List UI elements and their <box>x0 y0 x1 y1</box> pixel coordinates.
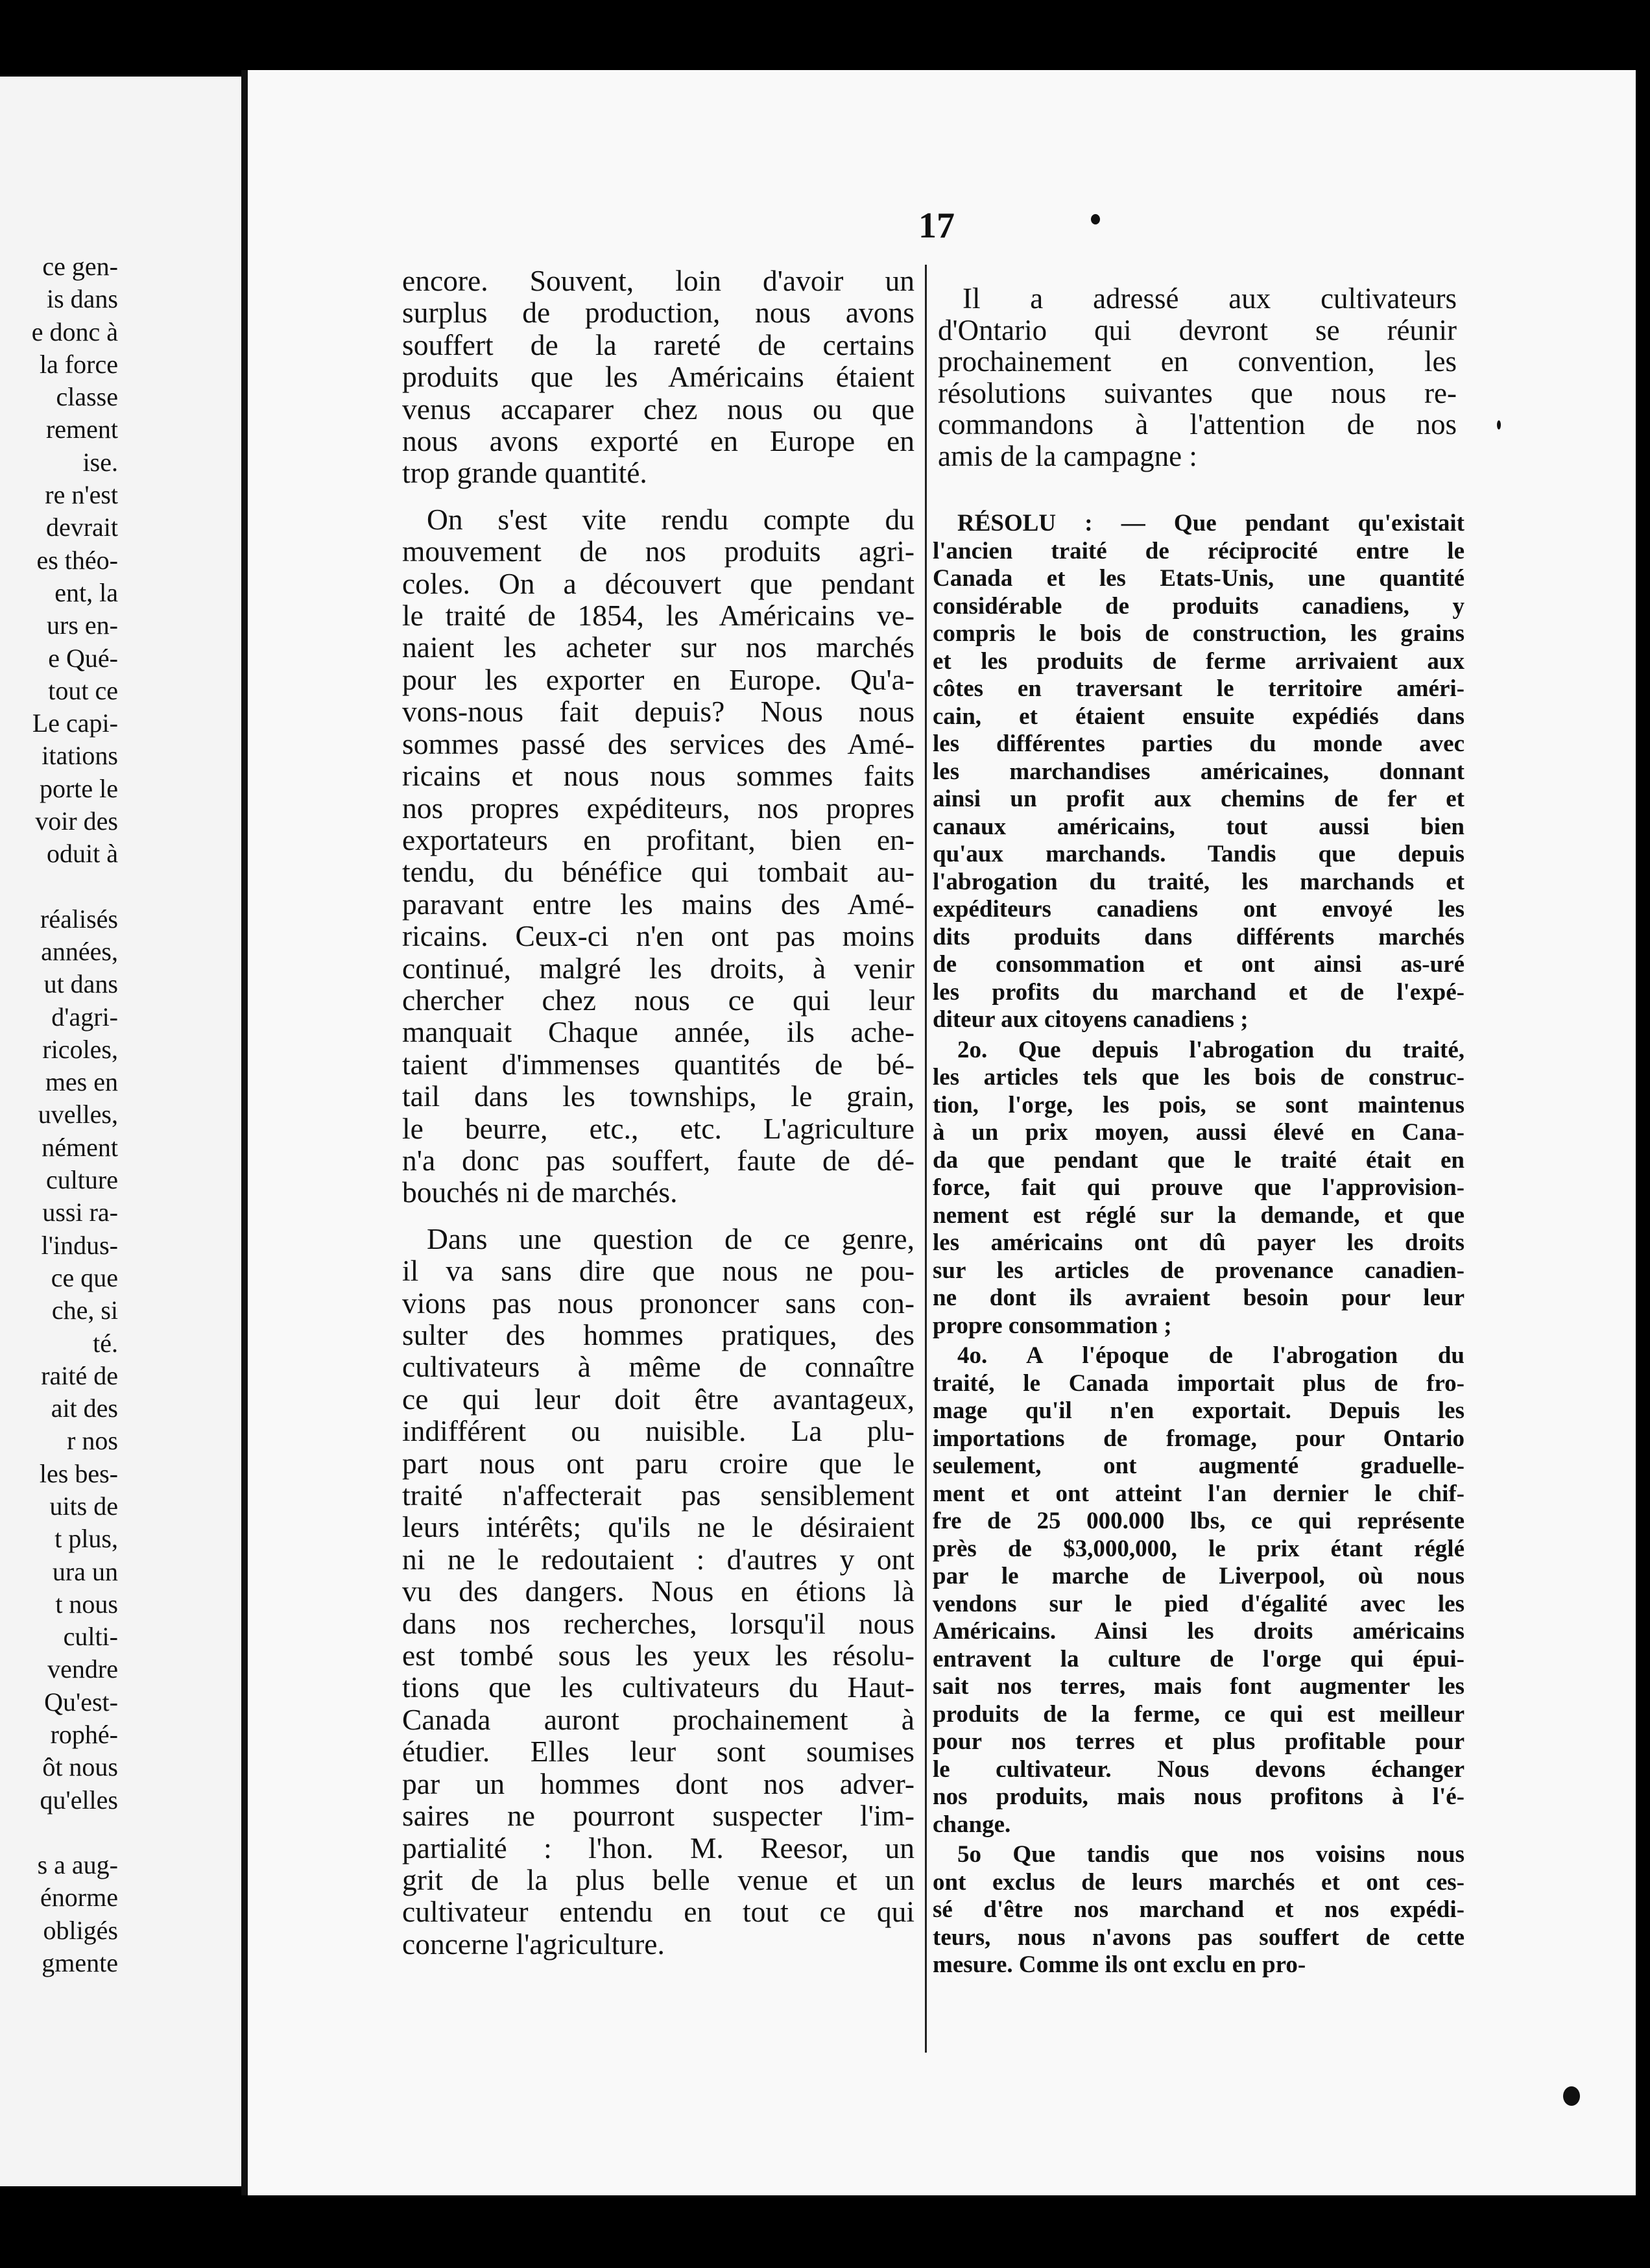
text-line: cultivateur entendu en tout ce qui <box>402 1895 915 1929</box>
text-line: trop grande quantité. <box>402 456 647 490</box>
text-line: sommes passé des services des Amé- <box>402 727 915 760</box>
resolution-paragraph <box>933 1342 1465 1839</box>
text-line: vions pas nous prononcer sans con- <box>402 1286 915 1320</box>
text-line: ont exclus de leurs marchés et ont ces- <box>933 1868 1465 1896</box>
text-line: encore. Souvent, loin d'avoir un <box>402 264 915 297</box>
text-line: oduit à <box>47 839 118 869</box>
text-line: mesure. Comme ils ont exclu en pro- <box>933 1951 1306 1978</box>
text-line: gmente <box>42 1948 118 1977</box>
text-line: 5o Que tandis que nos voisins nous <box>957 1841 1465 1868</box>
text-line: voir des <box>35 806 118 836</box>
previous-page-fragment <box>0 77 241 2186</box>
text-line: traité n'affecterait pas sensiblement <box>402 1478 915 1512</box>
text-line: seulement, ont augmenté graduelle- <box>933 1453 1465 1479</box>
text-line: d'agri- <box>51 1002 118 1031</box>
text-line: les américains ont dû payer les droits <box>933 1229 1465 1256</box>
text-line: venus accaparer chez nous ou que <box>402 392 915 426</box>
text-line: côtes en traversant le territoire améri- <box>933 675 1465 702</box>
text-line: étudier. Elles leur sont soumises <box>402 1735 915 1768</box>
text-line: par un hommes dont nos adver- <box>402 1767 915 1800</box>
text-line: les articles tels que les bois de construc- <box>933 1064 1465 1091</box>
text-line: commandons à l'attention de nos <box>938 408 1457 441</box>
paragraph <box>402 265 915 489</box>
text-line: force, fait qui prouve que l'approvision- <box>933 1174 1465 1201</box>
text-line: rophé- <box>50 1720 118 1750</box>
page-number: 17 <box>918 206 955 246</box>
resolution-paragraph <box>933 510 1465 1034</box>
resolution-paragraph <box>933 1037 1465 1340</box>
text-line: ce que <box>51 1262 118 1292</box>
paragraph <box>402 1223 915 1960</box>
text-line: tout ce <box>48 675 118 705</box>
intro-paragraph <box>938 283 1457 472</box>
text-line: naient les acheter sur nos marchés <box>402 631 915 664</box>
text-line: ni ne le redoutaient : d'autres y ont <box>402 1542 915 1576</box>
text-line: tions que les cultivateurs du Haut- <box>402 1671 915 1704</box>
column-divider <box>925 265 927 2053</box>
text-line: le cultivateur. Nous devons échanger <box>933 1755 1465 1783</box>
text-line: mage qu'il n'en exportait. Depuis les <box>933 1397 1465 1424</box>
text-line: continué, malgré les droits, à venir <box>402 951 915 985</box>
text-line: chercher chez nous ce qui leur <box>402 983 915 1017</box>
text-line: bouchés ni de marchés. <box>402 1176 678 1209</box>
text-line: Canada et les Etats-Unis, une quantité <box>933 565 1465 592</box>
text-line: ôt nous <box>42 1752 118 1782</box>
text-line: amis de la campagne : <box>938 439 1197 472</box>
text-line: sulter des hommes pratiques, des <box>402 1318 915 1351</box>
text-line: compris le bois de construction, les grains <box>933 620 1465 647</box>
text-line: tion, l'orge, les pois, se sont maintenus <box>933 1091 1465 1118</box>
text-line: e donc à <box>31 317 118 346</box>
text-line: concerne l'agriculture. <box>402 1927 665 1960</box>
text-line: obligés <box>43 1915 118 1945</box>
text-line: énorme <box>40 1883 118 1912</box>
text-line: surplus de production, nous avons <box>402 296 915 330</box>
text-line: exportateurs en profitant, bien en- <box>402 823 915 856</box>
text-line: cultivateurs à même de connaître <box>402 1350 915 1384</box>
text-line: 4o. A l'époque de l'abrogation du <box>957 1342 1465 1369</box>
text-line: t plus, <box>54 1524 118 1554</box>
text-line: prochainement en convention, les <box>938 345 1457 378</box>
text-line: canaux américains, tout aussi bien <box>933 813 1465 840</box>
text-line: il va sans dire que nous ne pou- <box>402 1254 915 1288</box>
text-line: mes en <box>45 1067 118 1097</box>
text-line: l'ancien traité de réciprocité entre le <box>933 537 1465 564</box>
line-gap <box>0 871 118 903</box>
text-line: manquait Chaque année, ils ache- <box>402 1015 915 1049</box>
text-line: les marchandises américaines, donnant <box>933 758 1465 785</box>
text-line: nos propres expéditeurs, nos propres <box>402 791 915 825</box>
text-line: fre de 25 000.000 lbs, ce qui représente <box>933 1508 1465 1534</box>
line-gap <box>0 1816 118 1849</box>
text-line: ricoles, <box>42 1034 118 1064</box>
text-line: produits que les Américains étaient <box>402 360 915 394</box>
text-line: l'indus- <box>41 1230 118 1260</box>
text-line: par le marche de Liverpool, où nous <box>933 1563 1465 1589</box>
text-line: les profits du marchand et de l'expé- <box>933 978 1465 1006</box>
text-line: change. <box>933 1811 1011 1838</box>
text-line: pour les exporter en Europe. Qu'a- <box>402 662 915 696</box>
text-line: années, <box>41 936 118 966</box>
text-line: ne dont ils avraient besoin pour leur <box>933 1285 1465 1311</box>
text-line: l'abrogation du traité, les marchands et <box>933 868 1465 895</box>
text-line: ussi ra- <box>42 1198 118 1227</box>
text-line: considérable de produits canadiens, y <box>933 592 1465 620</box>
text-line: ricains et nous nous sommes faits <box>402 759 915 793</box>
right-column-intro <box>938 283 1457 472</box>
text-line: itations <box>42 741 118 771</box>
text-line: Qu'est- <box>44 1687 118 1717</box>
text-line: ce gen- <box>42 252 118 281</box>
text-line: t nous <box>55 1589 118 1619</box>
left-text-column <box>402 265 915 1960</box>
text-line: vendons sur le pied d'égalité avec les <box>933 1590 1465 1617</box>
text-line: Le capi- <box>32 708 118 738</box>
text-line: dans nos recherches, lorsqu'il nous <box>402 1606 915 1640</box>
resolutions-list <box>933 510 1465 1979</box>
text-line: près de $3,000,000, le prix étant réglé <box>933 1535 1465 1562</box>
text-line: diteur aux citoyens canadiens ; <box>933 1006 1249 1033</box>
text-line: vons-nous fait depuis? Nous nous <box>402 695 915 729</box>
text-line: Canada auront prochainement à <box>402 1702 915 1736</box>
text-line: nement est réglé sur la demande, et que <box>933 1201 1465 1229</box>
text-line: teurs, nous n'avons pas souffert de cette <box>933 1924 1465 1951</box>
text-line: taient d'immenses quantités de bé- <box>402 1047 915 1081</box>
text-line: 2o. Que depuis l'abrogation du traité, <box>957 1036 1465 1063</box>
previous-page-text <box>0 250 118 1979</box>
text-line: tail dans les townships, le grain, <box>402 1080 915 1113</box>
text-line: coles. On a découvert que pendant <box>402 566 915 600</box>
text-line: nous avons exporté en Europe en <box>402 424 915 458</box>
text-line: dits produits dans différents marchés <box>933 923 1465 950</box>
text-line: part nous ont paru croire que le <box>402 1446 915 1480</box>
text-line: réalisés <box>40 904 118 934</box>
text-line: s a aug- <box>37 1850 118 1879</box>
current-page <box>241 70 1636 2195</box>
text-line: re n'est <box>45 480 118 510</box>
ink-speck <box>1497 420 1501 429</box>
text-line: da que pendant que le traité était en <box>933 1146 1465 1174</box>
text-line: is dans <box>47 284 118 314</box>
text-line: à un prix moyen, aussi élevé en Cana- <box>933 1119 1465 1146</box>
text-line: sé d'être nos marchand et nos expédi- <box>933 1896 1465 1923</box>
text-line: ment et ont atteint l'an dernier le chif- <box>933 1480 1465 1507</box>
text-line: produits de la ferme, ce qui est meilleur <box>933 1700 1465 1728</box>
text-line: ut dans <box>43 969 118 999</box>
text-line: et les produits de ferme arrivaient aux <box>933 647 1465 675</box>
text-line: est tombé sous les yeux les résolu- <box>402 1639 915 1672</box>
ink-speck <box>1091 214 1100 224</box>
text-line: traité, le Canada importait plus de fro- <box>933 1369 1465 1397</box>
text-line: Dans une question de ce genre, <box>427 1222 915 1255</box>
resolution-paragraph <box>933 1841 1465 1979</box>
text-line: tendu, du bénéfice qui tombait au- <box>402 855 915 889</box>
text-line: sait nos terres, mais font augmenter les <box>933 1673 1465 1700</box>
text-line: entravent la culture de l'orge qui épui- <box>933 1645 1465 1672</box>
text-line: saires ne pourront suspecter l'im- <box>402 1799 915 1833</box>
text-line: propre consommation ; <box>933 1312 1172 1339</box>
text-line: souffert de la rareté de certains <box>402 328 915 361</box>
text-line: On s'est vite rendu compte du <box>427 502 915 536</box>
text-line: classe <box>56 382 118 412</box>
text-line: uvelles, <box>38 1100 118 1129</box>
text-line: rement <box>45 415 118 444</box>
text-line: sur les articles de provenance canadien- <box>933 1257 1465 1284</box>
text-line: le beurre, etc., etc. L'agriculture <box>402 1111 915 1145</box>
text-line: cain, et étaient ensuite expédiés dans <box>933 703 1465 730</box>
text-line: ce qui leur doit être avantageux, <box>402 1382 915 1416</box>
text-line: culture <box>45 1165 118 1195</box>
text-line: té. <box>93 1328 118 1358</box>
text-line: indifférent ou nuisible. La plu- <box>402 1414 915 1448</box>
text-line: qu'aux marchands. Tandis que depuis <box>933 841 1465 867</box>
text-line: les différentes parties du monde avec <box>933 730 1465 757</box>
text-line: RÉSOLU : — Que pendant qu'existait <box>957 510 1465 537</box>
text-line: paravant entre les mains des Amé- <box>402 887 915 921</box>
text-line: expéditeurs canadiens ont envoyé les <box>933 896 1465 923</box>
text-line: la force <box>39 349 118 379</box>
text-line: leurs intérêts; qu'ils ne le désiraient <box>402 1510 915 1544</box>
text-line: les bes- <box>39 1458 118 1488</box>
text-line: de consommation et ont ainsi as-uré <box>933 951 1465 978</box>
text-line: urs en- <box>47 610 118 640</box>
text-line: pour nos terres et plus profitable pour <box>933 1728 1465 1755</box>
text-line: mouvement de nos produits agri- <box>402 535 915 568</box>
text-line: ricains. Ceux-ci n'en ont pas moins <box>402 919 915 953</box>
text-line: partialité : l'hon. M. Reesor, un <box>402 1831 915 1864</box>
text-line: uits de <box>49 1491 118 1521</box>
text-line: ainsi un profit aux chemins de fer et <box>933 786 1465 812</box>
text-line: nément <box>42 1132 118 1162</box>
text-line: résolutions suivantes que nous re- <box>938 376 1457 409</box>
text-line: porte le <box>39 773 118 803</box>
text-line: ura un <box>52 1556 118 1586</box>
text-line: le traité de 1854, les Américains ve- <box>402 599 915 633</box>
text-line: Américains. Ainsi les droits américains <box>933 1618 1465 1645</box>
text-line: e Qué- <box>48 643 118 673</box>
text-line: devrait <box>45 513 118 542</box>
text-line: importations de fromage, pour Ontario <box>933 1425 1465 1452</box>
paragraph <box>402 503 915 1209</box>
text-line: nos produits, mais nous profitons à l'é- <box>933 1783 1465 1810</box>
text-line: n'a donc pas souffert, faute de dé- <box>402 1143 915 1177</box>
text-line: qu'elles <box>40 1785 118 1815</box>
text-line: d'Ontario qui devront se réunir <box>938 313 1457 346</box>
text-line: r nos <box>67 1426 118 1456</box>
text-line: ent, la <box>54 577 118 607</box>
text-line: ait des <box>51 1393 118 1423</box>
text-line: es théo- <box>36 545 118 575</box>
text-line: vendre <box>47 1654 118 1684</box>
text-line: raité de <box>41 1360 118 1390</box>
text-line: culti- <box>63 1622 118 1652</box>
text-line: grit de la plus belle venue et un <box>402 1863 915 1896</box>
text-line: vu des dangers. Nous en étions là <box>402 1574 915 1608</box>
text-line: Il a adressé aux cultivateurs <box>963 282 1457 315</box>
text-line: ise. <box>82 447 118 477</box>
ink-blot <box>1563 2086 1580 2106</box>
text-line: che, si <box>51 1296 118 1325</box>
